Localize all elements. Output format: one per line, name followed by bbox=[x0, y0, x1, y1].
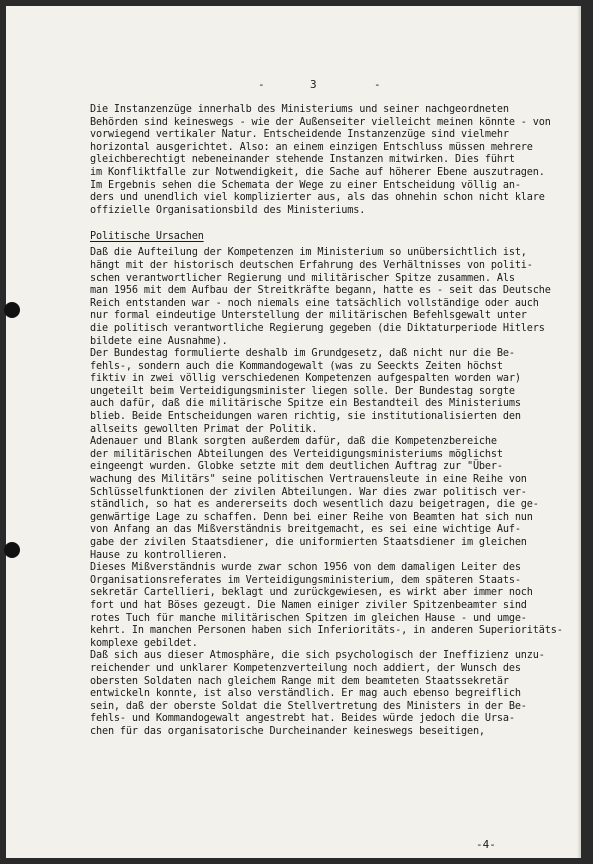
text-line: Daß die Aufteilung der Kompetenzen im Ministerium so unübersichtlich ist, bbox=[90, 247, 527, 259]
text-line: Der Bundestag formulierte deshalb im Grundgesetz, daß nicht nur die Be- bbox=[90, 348, 515, 360]
page-number: 3 bbox=[310, 78, 317, 91]
text-line: vorwiegend vertikaler Natur. Entscheidende Instanzenzüge sind vielmehr bbox=[90, 129, 509, 141]
text-line: man 1956 mit dem Aufbau der Streitkräfte begann, hatte es - seit das Deutsche bbox=[90, 285, 551, 297]
document-body bbox=[90, 104, 568, 739]
text-line: Adenauer und Blank sorgten außerdem dafür, daß die Kompetenzbereiche bbox=[90, 436, 497, 448]
text-line: fiktiv in zwei völlig verschiedenen Kompetenzen aufgespalten worden war) bbox=[90, 373, 521, 385]
text-line: im Konfliktfalle zur Notwendigkeit, die Sache auf höherer Ebene auszutragen. bbox=[90, 166, 545, 178]
page-edge-shadow bbox=[577, 6, 581, 858]
section-gap bbox=[90, 217, 568, 223]
text-line: wachung des Militärs" seine politischen Vertrauensleute in eine Reihe von bbox=[90, 474, 527, 486]
text-line: bildete eine Ausnahme). bbox=[90, 335, 228, 347]
document-page bbox=[6, 6, 581, 858]
text-line: blieb. Beide Entscheidungen waren richtig, sie institutionalisierten den bbox=[90, 411, 521, 423]
header-dash-left: - bbox=[258, 78, 265, 91]
section-heading: Politische Ursachen bbox=[90, 231, 204, 243]
text-line: Reich entstanden war - noch niemals eine tatsächlich vollständige oder auch bbox=[90, 297, 539, 309]
text-line: die politisch verantwortliche Regierung gegeben (die Diktaturperiode Hitlers bbox=[90, 322, 545, 334]
text-line: kehrt. In manchen Personen haben sich Inferioritäts-, in anderen Superioritäts- bbox=[90, 625, 563, 637]
text-line: Schlüsselfunktionen der zivilen Abteilungen. War dies zwar politisch ver- bbox=[90, 486, 527, 498]
text-line: Hause zu kontrollieren. bbox=[90, 549, 228, 561]
text-line: allseits gewollten Primat der Politik. bbox=[90, 423, 318, 435]
text-line: Dieses Mißverständnis wurde zwar schon 1956 von dem damaligen Leiter des bbox=[90, 562, 521, 574]
punch-hole-top bbox=[4, 302, 20, 318]
text-line: Behörden sind keineswegs - wie der Außenseiter vielleicht meinen könnte - von bbox=[90, 116, 551, 128]
text-line: sein, daß der oberste Soldat die Stellvertretung des Ministers in der Be- bbox=[90, 700, 527, 712]
page-header bbox=[6, 78, 581, 94]
text-line: entwickeln konnte, ist also verständlich. Er mag auch ebenso begreiflich bbox=[90, 688, 521, 700]
text-line: fehls-, sondern auch die Kommandogewalt (was zu Seeckts Zeiten höchst bbox=[90, 360, 503, 372]
text-line: offizielle Organisationsbild des Ministeriums. bbox=[90, 204, 366, 216]
text-line: Daß sich aus dieser Atmosphäre, die sich psychologisch der Ineffizienz unzu- bbox=[90, 650, 545, 662]
text-line: gleichberechtigt nebeneinander stehende Instanzen mitwirken. Dies führt bbox=[90, 154, 515, 166]
text-line: genwärtige Lage zu schaffen. Denn bei einer Reihe von Beamten hat sich nun bbox=[90, 511, 533, 523]
text-line: schen verantwortlicher Regierung und militärischer Spitze zusammen. Als bbox=[90, 272, 515, 284]
text-line: ungeteilt beim Verteidigungsminister liegen solle. Der Bundestag sorgte bbox=[90, 385, 515, 397]
text-line: Die Instanzenzüge innerhalb des Ministeriums und seiner nachgeordneten bbox=[90, 104, 509, 115]
header-dash-right: - bbox=[374, 78, 381, 91]
text-line: komplexe gebildet. bbox=[90, 637, 198, 649]
text-line: reichender und unklarer Kompetenzverteilung noch addiert, der Wunsch des bbox=[90, 662, 521, 674]
text-line: ders und unendlich viel komplizierter aus, als das ohnehin schon nicht klare bbox=[90, 192, 545, 204]
text-line: Organisationsreferates im Verteidigungsministerium, dem späteren Staats- bbox=[90, 574, 521, 586]
text-line: nur formal eindeutige Unterstellung der militärischen Befehlsgewalt unter bbox=[90, 310, 527, 322]
next-page-marker: -4- bbox=[476, 838, 496, 851]
text-line: ständlich, so hat es andererseits doch wesentlich dazu beigetragen, die ge- bbox=[90, 499, 539, 511]
text-line: eingeengt wurden. Globke setzte mit dem deutlichen Auftrag zur "Über- bbox=[90, 461, 503, 473]
text-line: chen für das organisatorische Durcheinander keineswegs beseitigen, bbox=[90, 725, 485, 737]
text-line: der militärischen Abteilungen des Verteidigungsministeriums möglichst bbox=[90, 448, 503, 460]
text-line: fort und hat Böses gezeugt. Die Namen einiger ziviler Spitzenbeamter sind bbox=[90, 599, 527, 611]
text-line: fehls- und Kommandogewalt angestrebt hat. Beides würde jedoch die Ursa- bbox=[90, 713, 515, 725]
text-line: sekretär Cartellieri, beklagt und zurückgewiesen, es wirkt aber immer noch bbox=[90, 587, 533, 599]
text-line: hängt mit der historisch deutschen Erfahrung des Verhältnisses von politi- bbox=[90, 259, 533, 271]
text-line: von Anfang an das Mißverständnis breitgemacht, es sei eine wichtige Auf- bbox=[90, 524, 521, 536]
text-line: horizontal ausgerichtet. Also: an einem einzigen Entschluss müssen mehrere bbox=[90, 141, 533, 153]
text-line: auch dafür, daß die militärische Spitze ein Bestandteil des Ministeriums bbox=[90, 398, 521, 410]
text-line: obersten Soldaten nach gleichem Range mit dem beamteten Staatssekretär bbox=[90, 675, 509, 687]
punch-hole-bottom bbox=[4, 542, 20, 558]
text-line: Im Ergebnis sehen die Schemata der Wege zu einer Entscheidung völlig an- bbox=[90, 179, 521, 191]
text-line: gabe der zivilen Staatsdiener, die uniformierten Staatsdiener im gleichen bbox=[90, 537, 527, 548]
text-line: rotes Tuch für manche militärischen Spitzen im gleichen Hause - und umge- bbox=[90, 612, 527, 624]
